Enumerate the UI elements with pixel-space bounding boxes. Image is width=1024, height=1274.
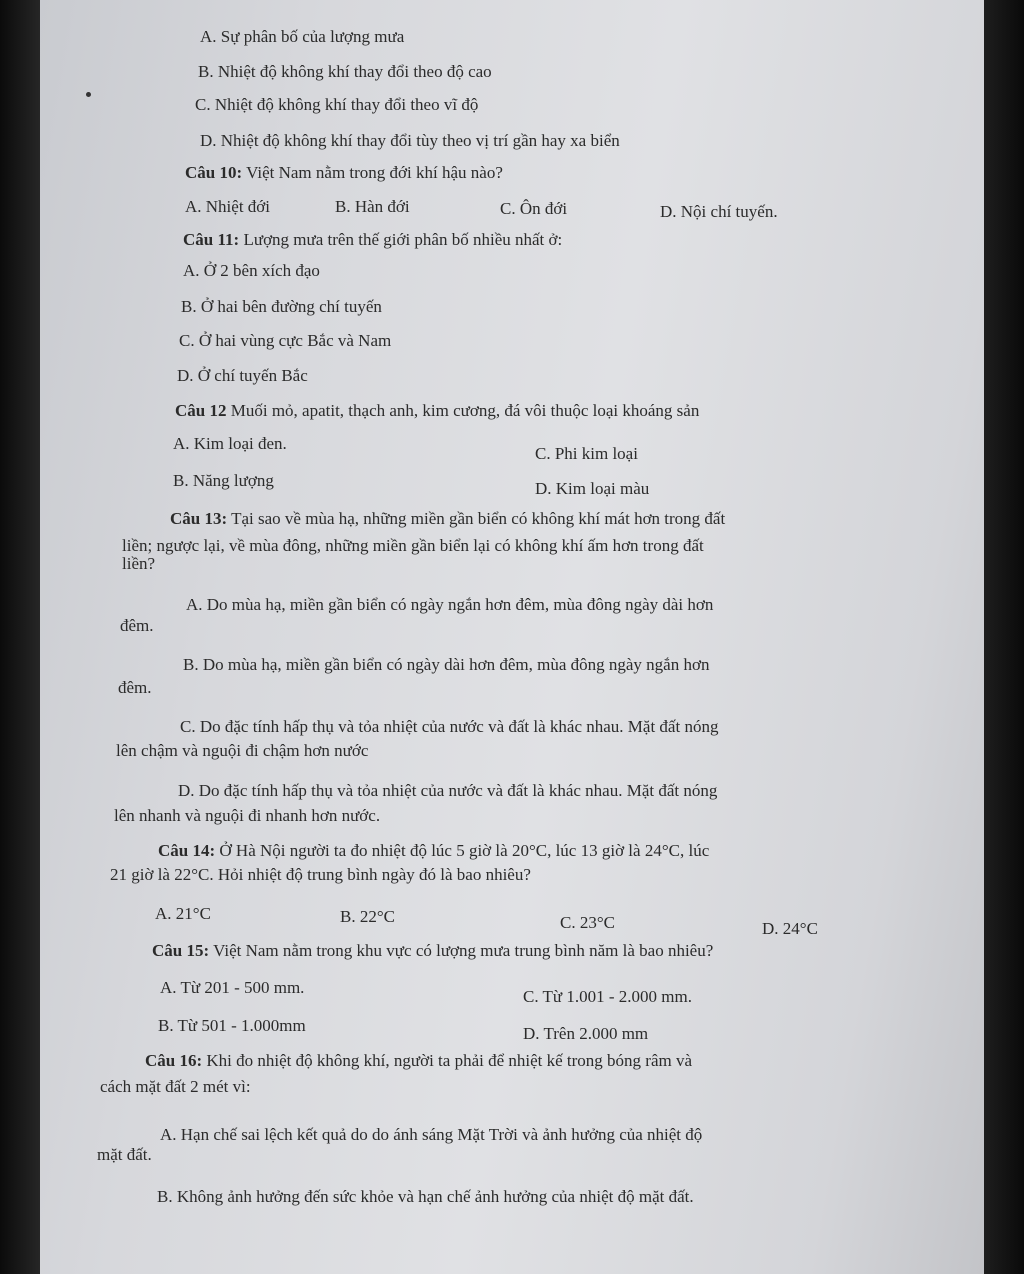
q11-option-c: C. Ở hai vùng cực Bắc và Nam (179, 331, 392, 350)
q11-option-a: A. Ở 2 bên xích đạo (183, 261, 320, 280)
question-15-text: Việt Nam nằm trong khu vực có lượng mưa trung bình năm là bao nhiêu? (213, 941, 714, 960)
question-14-line-1 (158, 840, 709, 862)
q12-option-b: B. Năng lượng (173, 471, 274, 490)
question-15-label: Câu 15: (152, 941, 210, 960)
question-10-text: Việt Nam nằm trong đới khí hậu nào? (246, 163, 503, 182)
q9-option-b: B. Nhiệt độ không khí thay đổi theo độ cao (198, 62, 492, 81)
question-11-label: Câu 11: (183, 230, 240, 249)
q16-option-a-line-1: A. Hạn chế sai lệch kết quả do do ánh sáng Mặt Trời và ảnh hưởng của nhiệt độ (160, 1125, 703, 1144)
question-13-line-2: liền; ngược lại, về mùa đông, những miền gần biển lại có không khí ấm hơn trong đất (122, 536, 704, 555)
q12-option-c: C. Phi kim loại (535, 444, 638, 463)
question-14-line-2: 21 giờ là 22°C. Hỏi nhiệt độ trung bình ngày đó là bao nhiêu? (110, 865, 531, 884)
question-15 (152, 940, 713, 962)
q12-option-a: A. Kim loại đen. (173, 434, 287, 453)
question-12-text: Muối mỏ, apatit, thạch anh, kim cương, đá vôi thuộc loại khoáng sản (230, 401, 700, 420)
q13-option-c-line-1: C. Do đặc tính hấp thụ và tỏa nhiệt của nước và đất là khác nhau. Mặt đất nóng (180, 717, 719, 736)
q15-option-d: D. Trên 2.000 mm (523, 1024, 649, 1043)
question-11-text: Lượng mưa trên thế giới phân bố nhiều nhất ở: (243, 230, 563, 249)
stray-dot (86, 92, 91, 97)
q13-option-a-line-1: A. Do mùa hạ, miền gần biển có ngày ngắn hơn đêm, mùa đông ngày dài hơn (186, 595, 714, 614)
question-13-text-1: Tại sao về mùa hạ, những miền gần biển có không khí mát hơn trong đất (231, 509, 726, 528)
question-13-line-3: liền? (122, 554, 156, 573)
q13-option-d-line-2: lên nhanh và nguội đi nhanh hơn nước. (114, 806, 381, 825)
q9-option-a: A. Sự phân bố của lượng mưa (200, 27, 405, 46)
question-12 (175, 400, 699, 422)
question-13-line-1 (170, 508, 725, 530)
photo-edge-left (0, 0, 40, 1274)
q11-option-b: B. Ở hai bên đường chí tuyến (181, 297, 382, 316)
q15-option-b: B. Từ 501 - 1.000mm (158, 1016, 306, 1035)
question-10 (185, 162, 503, 184)
question-10-label: Câu 10: (185, 163, 243, 182)
q14-option-c: C. 23°C (560, 913, 615, 932)
q16-option-a-line-2: mặt đất. (97, 1145, 152, 1164)
q14-option-a: A. 21°C (155, 904, 211, 923)
question-16-line-1 (145, 1050, 692, 1072)
q13-option-b-line-2: đêm. (118, 678, 152, 697)
question-16-text-1: Khi đo nhiệt độ không khí, người ta phải để nhiệt kế trong bóng râm và (206, 1051, 693, 1070)
q12-option-d: D. Kim loại màu (535, 479, 650, 498)
q9-option-d: D. Nhiệt độ không khí thay đổi tùy theo vị trí gần hay xa biển (200, 131, 620, 150)
q15-option-c: C. Từ 1.001 - 2.000 mm. (523, 987, 692, 1006)
q10-option-b: B. Hàn đới (335, 197, 410, 216)
q13-option-b-line-1: B. Do mùa hạ, miền gần biển có ngày dài hơn đêm, mùa đông ngày ngắn hơn (183, 655, 710, 674)
question-13-label: Câu 13: (170, 509, 228, 528)
q13-option-d-line-1: D. Do đặc tính hấp thụ và tỏa nhiệt của nước và đất là khác nhau. Mặt đất nóng (178, 781, 718, 800)
q10-option-a: A. Nhiệt đới (185, 197, 271, 216)
q15-option-a: A. Từ 201 - 500 mm. (160, 978, 305, 997)
question-12-label: Câu 12 (175, 401, 227, 420)
exam-paper (40, 0, 984, 1274)
question-14-label: Câu 14: (158, 841, 216, 860)
question-11 (183, 229, 562, 251)
question-16-line-2: cách mặt đất 2 mét vì: (100, 1077, 251, 1096)
photo-edge-right (984, 0, 1024, 1274)
q14-option-d: D. 24°C (762, 919, 818, 938)
q13-option-a-line-2: đêm. (120, 616, 154, 635)
q10-option-c: C. Ôn đới (500, 199, 568, 218)
q9-option-c: C. Nhiệt độ không khí thay đổi theo vĩ độ (195, 95, 479, 114)
q14-option-b: B. 22°C (340, 907, 395, 926)
q11-option-d: D. Ở chí tuyến Bắc (177, 366, 308, 385)
question-14-text-1: Ở Hà Nội người ta đo nhiệt độ lúc 5 giờ là 20°C, lúc 13 giờ là 24°C, lúc (219, 841, 710, 860)
q16-option-b: B. Không ảnh hưởng đến sức khỏe và hạn chế ảnh hưởng của nhiệt độ mặt đất. (157, 1187, 694, 1206)
q10-option-d: D. Nội chí tuyến. (660, 202, 778, 221)
question-16-label: Câu 16: (145, 1051, 203, 1070)
q13-option-c-line-2: lên chậm và nguội đi chậm hơn nước (116, 741, 369, 760)
